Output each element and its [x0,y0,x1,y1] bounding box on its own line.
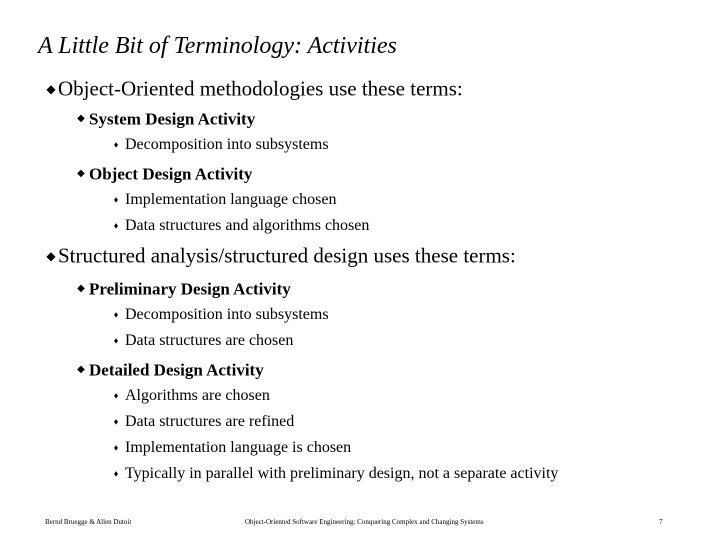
diamond-bullet-icon: ♦ [113,194,119,205]
diamond-bullet-icon: ◆ [46,82,56,96]
diamond-bullet-icon: ◆ [46,249,56,263]
diamond-bullet-icon: ♦ [113,442,119,453]
diamond-bullet-icon: ♦ [113,220,119,231]
level2-bullet-text: System Design Activity [89,109,256,129]
slide-title: A Little Bit of Terminology: Activities [38,33,397,59]
footer-book-title: Object-Oriented Software Engineering: Conquering Complex and Changing Systems [245,518,484,526]
level2-bullet-text: Object Design Activity [89,164,253,184]
diamond-bullet-icon: ♦ [113,468,119,479]
diamond-bullet-icon: ◆ [77,113,85,124]
footer-authors: Bernd Bruegge & Allen Dutoit [45,518,132,526]
diamond-bullet-icon: ◆ [77,364,85,375]
diamond-bullet-icon: ◆ [77,168,85,179]
diamond-bullet-icon: ♦ [113,309,119,320]
level3-bullet-text: Algorithms are chosen [125,387,270,404]
level3-bullet-text: Implementation language chosen [125,191,337,208]
level1-bullet-text: Structured analysis/structured design uses these terms: [58,243,516,268]
diamond-bullet-icon: ♦ [113,390,119,401]
level3-bullet-text: Typically in parallel with preliminary design, not a separate activity [125,465,559,482]
level3-bullet-text: Data structures and algorithms chosen [125,217,370,234]
level3-bullet-text: Data structures are chosen [125,332,294,349]
level1-bullet-text: Object-Oriented methodologies use these terms: [58,76,463,101]
level3-bullet-text: Decomposition into subsystems [125,136,329,153]
diamond-bullet-icon: ♦ [113,416,119,427]
diamond-bullet-icon: ♦ [113,335,119,346]
footer-page-number: 7 [659,518,663,526]
level2-bullet-text: Detailed Design Activity [89,360,264,380]
level3-bullet-text: Implementation language is chosen [125,439,352,456]
diamond-bullet-icon: ♦ [113,139,119,150]
level3-bullet-text: Decomposition into subsystems [125,306,329,323]
diamond-bullet-icon: ◆ [77,283,85,294]
level3-bullet-text: Data structures are refined [125,413,295,430]
level2-bullet-text: Preliminary Design Activity [89,279,291,299]
